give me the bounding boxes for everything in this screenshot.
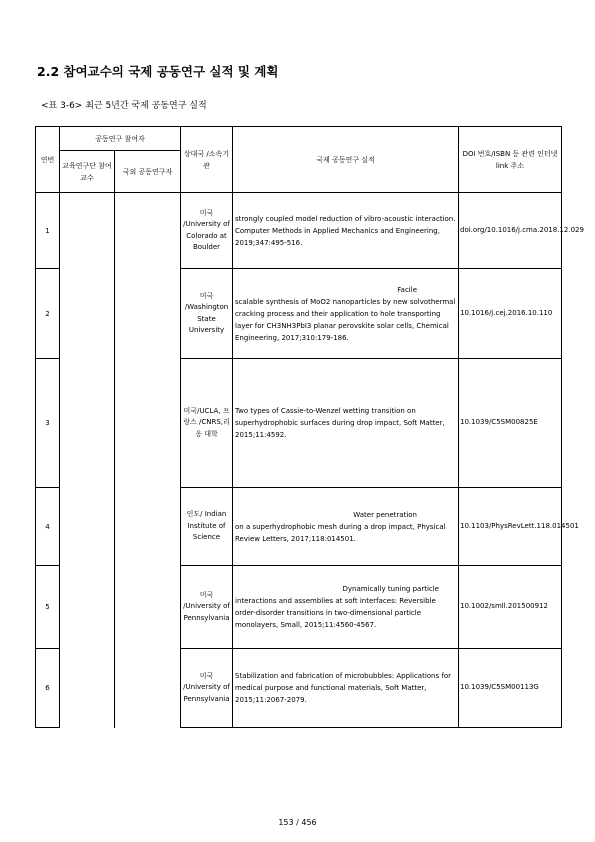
work-head: Dynamically tuning particle	[342, 585, 439, 593]
work-body: Stabilization and fabrication of microbubbles: Applications for medical purpose and functional materials, Soft Matter, 2015;11:2067-2079.	[235, 672, 451, 704]
header-row	[36, 127, 562, 151]
doi-cell: 10.1016/j.cej.2016.10.110	[459, 269, 562, 359]
work-body: interactions and assemblies at soft interfaces: Reversible order-disorder transitions in two-dimensional particle monolayers, Small, 2015;11:4560-4567.	[235, 597, 436, 629]
header-country: 상대국 /소속기관	[181, 127, 233, 193]
collaboration-table	[35, 126, 584, 728]
work-cell	[233, 566, 459, 649]
work-body: strongly coupled model reduction of vibro-acoustic interaction. Computer Methods in Applied Mechanics and Engineering, 2019;347:495-516.	[235, 214, 456, 247]
table-row	[36, 193, 562, 269]
country-cell: 미국 /University of Pennsylvania	[181, 649, 233, 728]
doi-cell: 10.1039/C5SM00825E	[459, 359, 562, 488]
page-number: 153 / 456	[278, 818, 317, 827]
section-title: 2.2 참여교수의 국제 공동연구 실적 및 계획	[37, 64, 279, 79]
header-work: 국제 공동연구 실적	[233, 127, 459, 193]
header-domestic: 교육연구단 참여교수	[60, 151, 115, 193]
header-participants: 공동연구 참여자	[60, 127, 181, 151]
work-cell	[233, 488, 459, 566]
work-cell	[233, 359, 459, 488]
work-body: on a superhydrophobic mesh during a drop impact, Physical Review Letters, 2017;118:014501.	[235, 522, 446, 543]
row-no: 5	[36, 566, 60, 649]
row-no: 2	[36, 269, 60, 359]
row-no: 4	[36, 488, 60, 566]
row-no: 1	[36, 193, 60, 269]
header-no: 연번	[36, 127, 60, 193]
doi-cell: 10.1103/PhysRevLett.118.014501	[459, 488, 562, 566]
row-no: 3	[36, 359, 60, 488]
header-foreign: 국외 공동연구자	[115, 151, 181, 193]
domestic-cell	[60, 193, 115, 728]
foreign-cell	[115, 193, 181, 728]
table-caption: <표 3-6> 최근 5년간 국제 공동연구 실적	[41, 101, 207, 111]
row-no: 6	[36, 649, 60, 728]
country-cell: 인도/ Indian Institute of Science	[181, 488, 233, 566]
country-cell: 미국/UCLA, 프랑스 /CNRS,리옹 대학	[181, 359, 233, 488]
country-cell: 미국 /University of Pennsylvania	[181, 566, 233, 649]
work-head: Facile	[397, 285, 417, 294]
country-cell: 미국 /Washington State University	[181, 269, 233, 359]
header-doi: DOI 번호/ISBN 등 관련 인터넷 link 주소	[459, 127, 562, 193]
work-cell	[233, 269, 459, 359]
work-head: Water penetration	[353, 510, 417, 519]
work-body: Two types of Cassie-to-Wenzel wetting transition on superhydrophobic surfaces during drop impact, Soft Matter, 2015;11:4592.	[235, 407, 445, 439]
doi-cell: doi.org/10.1016/j.cma.2018.12.029	[459, 193, 562, 269]
work-body: scalable synthesis of MoO2 nanoparticles by new solvothermal cracking process and their application to hole transporting layer for CH3NH3PbI3 planar perovskite solar cells, Chemical Engineering, 2017;310:179-186.	[235, 297, 456, 342]
country-cell: 미국 /University of Colorado at Boulder	[181, 193, 233, 269]
doi-cell: 10.1002/smll.201500912	[459, 566, 562, 649]
doi-cell: 10.1039/C5SM00113G	[459, 649, 562, 728]
work-cell	[233, 193, 459, 269]
work-cell	[233, 649, 459, 728]
